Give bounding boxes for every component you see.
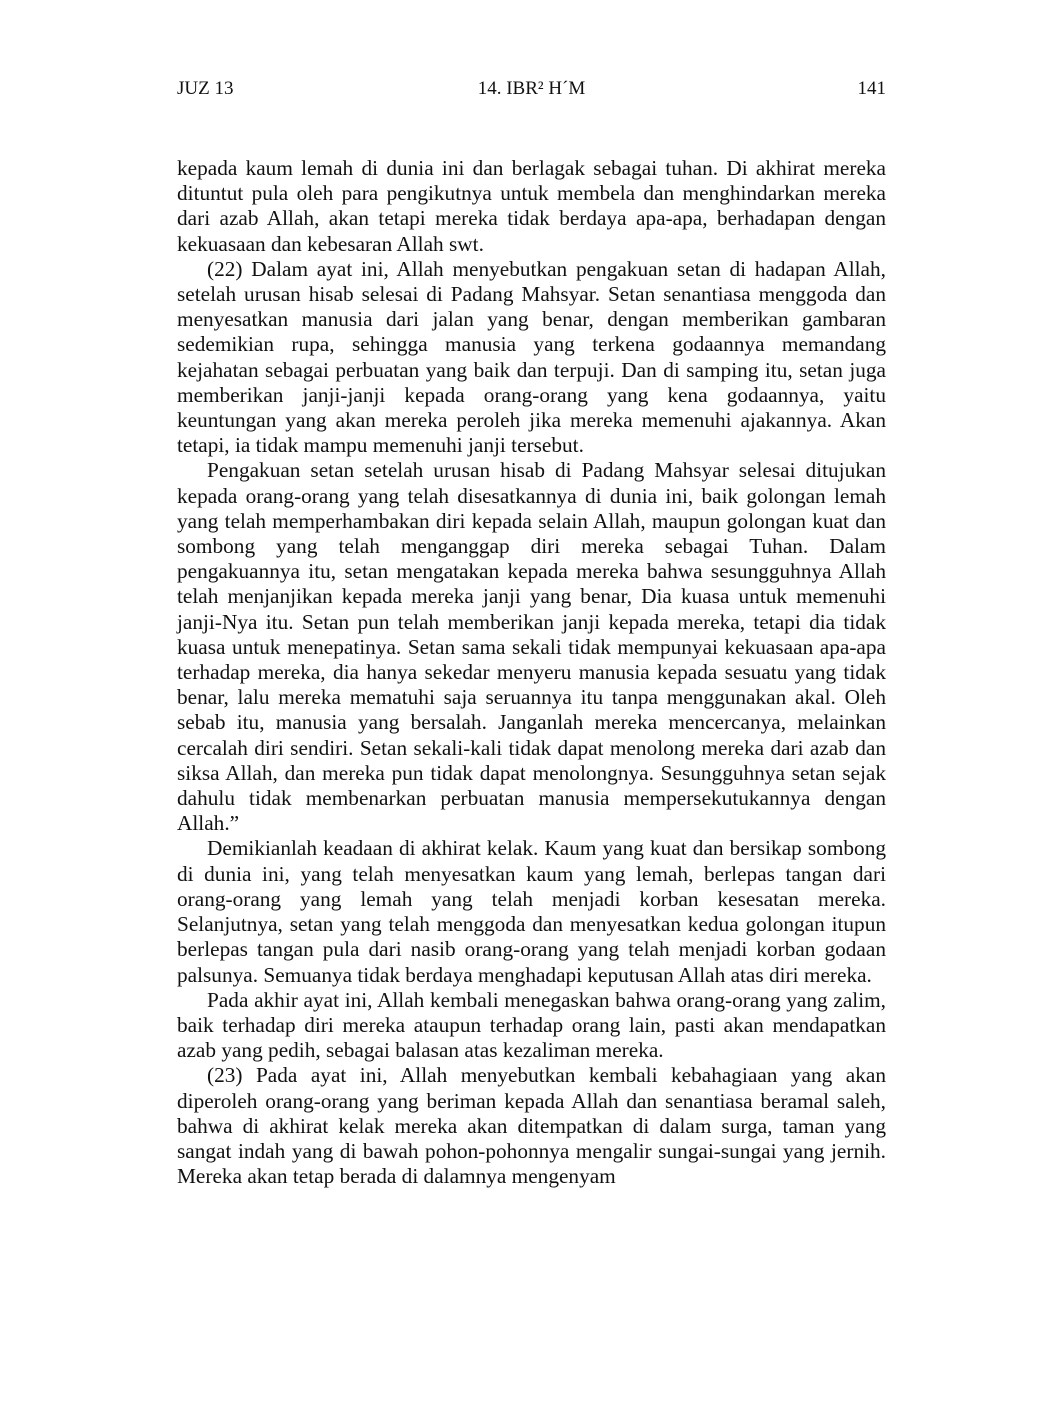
- page-number: 141: [857, 78, 886, 99]
- juz-label: JUZ 13: [177, 78, 234, 99]
- paragraph-3: Pengakuan setan setelah urusan hisab di Padang Mahsyar selesai ditujukan kepada orang-orang yang telah disesatkannya di dunia ini, baik golongan lemah yang telah memperhambakan diri kepada selain Allah, maupun golongan kuat dan sombong yang telah menganggap diri mereka sebagai Tuhan. Dalam pengakuannya itu, setan mengatakan kepada mereka bahwa sesungguhnya Allah telah menjanjikan kepada mereka janji yang benar, Dia kuasa untuk memenuhi janji-Nya itu. Setan pun telah memberikan janji kepada mereka, tetapi dia tidak kuasa untuk menepatinya. Setan sama sekali tidak mempunyai kekuasaan apa-apa terhadap mereka, dia hanya sekedar menyeru manusia kepada sesuatu yang tidak benar, lalu mereka mematuhi saja seruannya itu tanpa menggunakan akal. Oleh sebab itu, manusia yang bersalah. Janganlah mereka mencercanya, melainkan cercalah diri sendiri. Setan sekali-kali tidak dapat menolong mereka dari azab dan siksa Allah, dan mereka pun tidak dapat menolongnya. Sesungguhnya setan sejak dahulu tidak membenarkan perbuatan manusia mempersekutukannya dengan Allah.”: [177, 458, 886, 836]
- paragraph-2: (22) Dalam ayat ini, Allah menyebutkan pengakuan setan di hadapan Allah, setelah urusan hisab selesai di Padang Mahsyar. Setan senantiasa menggoda dan menyesatkan manusia dari jalan yang benar, dengan memberikan gambaran sedemikian rupa, sehingga manusia yang terkena godaannya memandang kejahatan sebagai perbuatan yang baik dan terpuji. Dan di samping itu, setan juga memberikan janji-janji kepada orang-orang yang kena godaannya, yaitu keuntungan yang akan mereka peroleh jika mereka memenuhi ajakannya. Akan tetapi, ia tidak mampu memenuhi janji tersebut.: [177, 256, 886, 458]
- page-header: [177, 74, 886, 104]
- paragraph-1: kepada kaum lemah di dunia ini dan berlagak sebagai tuhan. Di akhirat mereka dituntut pula oleh para pengikutnya untuk membela dan menghindarkan mereka dari azab Allah, akan tetapi mereka tidak berdaya apa-apa, berhadapan dengan kekuasaan dan kebesaran Allah swt.: [177, 156, 886, 256]
- surah-title: 14. IBR² H´M: [477, 78, 586, 99]
- body-text: [177, 156, 886, 1189]
- paragraph-6: (23) Pada ayat ini, Allah menyebutkan kembali kebahagiaan yang akan diperoleh orang-orang yang beriman kepada Allah dan senantiasa beramal saleh, bahwa di akhirat kelak mereka akan ditempatkan di dalam surga, taman yang sangat indah yang di bawah pohon-pohonnya mengalir sungai-sungai yang jernih. Mereka akan tetap berada di dalamnya mengenyam: [177, 1063, 886, 1189]
- paragraph-5: Pada akhir ayat ini, Allah kembali menegaskan bahwa orang-orang yang zalim, baik terhadap diri mereka ataupun terhadap orang lain, pasti akan mendapatkan azab yang pedih, sebagai balasan atas kezaliman mereka.: [177, 987, 886, 1063]
- paragraph-4: Demikianlah keadaan di akhirat kelak. Kaum yang kuat dan bersikap sombong di dunia ini, yang telah menyesatkan kaum yang lemah, berlepas tangan dari orang-orang yang lemah yang telah menjadi korban kesesatan mereka. Selanjutnya, setan yang telah menggoda dan menyesatkan kedua golongan itupun berlepas tangan pula dari nasib orang-orang yang telah menjadi korban godaan palsunya. Semuanya tidak berdaya menghadapi keputusan Allah atas diri mereka.: [177, 836, 886, 987]
